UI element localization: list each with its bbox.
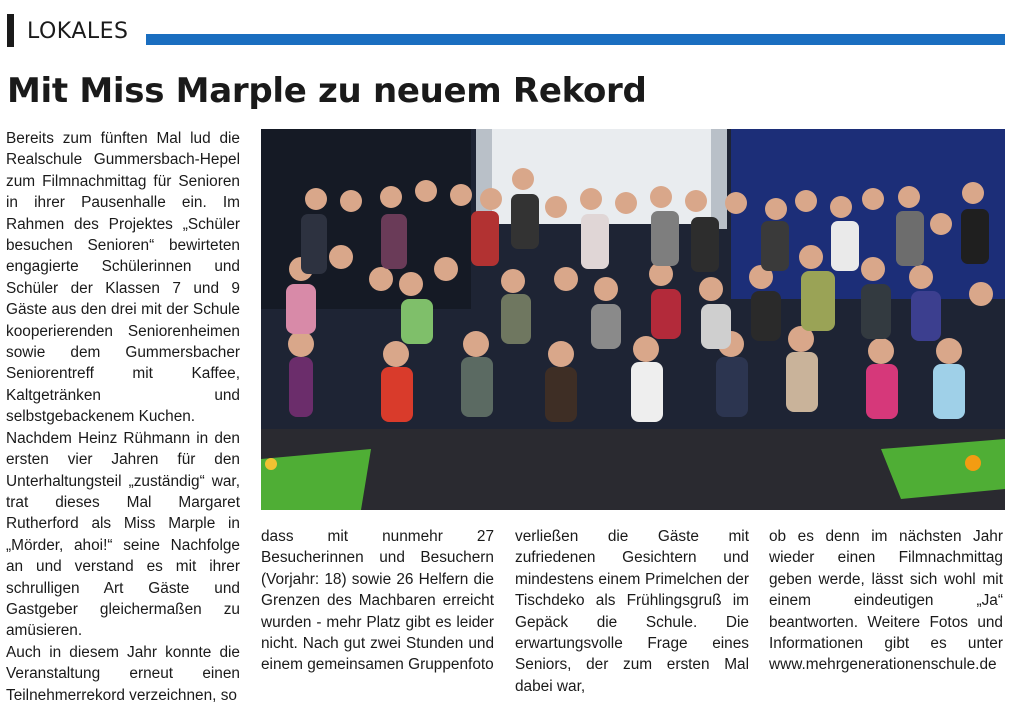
section-marker — [7, 14, 14, 47]
paragraph: Bereits zum fünften Mal lud die Realschule Gummersbach-Hepel zum Filmnachmittag für Senioren in ihrer Pausenhalle ein. Im Rahmen des Projektes „Schüler besuchen Senioren“ bewirteten engagierte Schülerinnen und Schüler der Klassen 7 und 9 Gäste aus den drei mit der Schule kooperierenden Seniorenheimen sowie dem Gummersbacher Seniorentreff mit Kaffee, Kaltgetränken und selbstgebackenem Kuchen. — [6, 130, 240, 426]
article-column-1 — [6, 128, 240, 706]
paragraph: dass mit nunmehr 27 Besucherinnen und Besuchern (Vorjahr: 18) sowie 26 Helfern die Grenzen des Machbaren erreicht wurden - mehr Platz gibt es leider nicht. Nach gut zwei Stunden und einem gemeinsamen Gruppenfoto — [261, 528, 494, 674]
section-label: LOKALES — [27, 19, 129, 44]
group-photo — [261, 129, 1005, 510]
paragraph: Nachdem Heinz Rühmann in den ersten vier Jahren für den Unterhaltungsteil „zuständig“ war, trat dieses Mal Margaret Rutherford als Miss Marple in „Mörder, ahoi!“ seine Nachfolge an und verstand es mit ihrer schrulligen Art Gäste und Gastgeber gleichermaßen zu amüsieren. — [6, 429, 240, 640]
article-headline: Mit Miss Marple zu neuem Rekord — [7, 71, 647, 111]
paragraph: ob es denn im nächsten Jahr wieder einen Filmnachmittag geben werde, lässt sich wohl mit einem eindeutigen „Ja“ beantworten. Weitere Fotos und Informationen gibt es unter www.mehrgenerationenschule.de — [769, 528, 1003, 674]
section-rule — [146, 34, 1005, 45]
section-header — [7, 14, 1007, 50]
paragraph: Auch in diesem Jahr konnte die Veranstaltung erneut einen Teilnehmerrekord verzeichnen, so — [6, 643, 240, 704]
article-column-3 — [515, 526, 749, 697]
article-column-2 — [261, 526, 494, 676]
article-column-4 — [769, 526, 1003, 676]
paragraph: verließen die Gäste mit zufriedenen Gesichtern und mindestens einem Primelchen der Tischdeko als Frühlingsgruß im Gepäck die Schule. Die erwartungsvolle Frage eines Seniors, der zum ersten Mal dabei war, — [515, 528, 749, 695]
